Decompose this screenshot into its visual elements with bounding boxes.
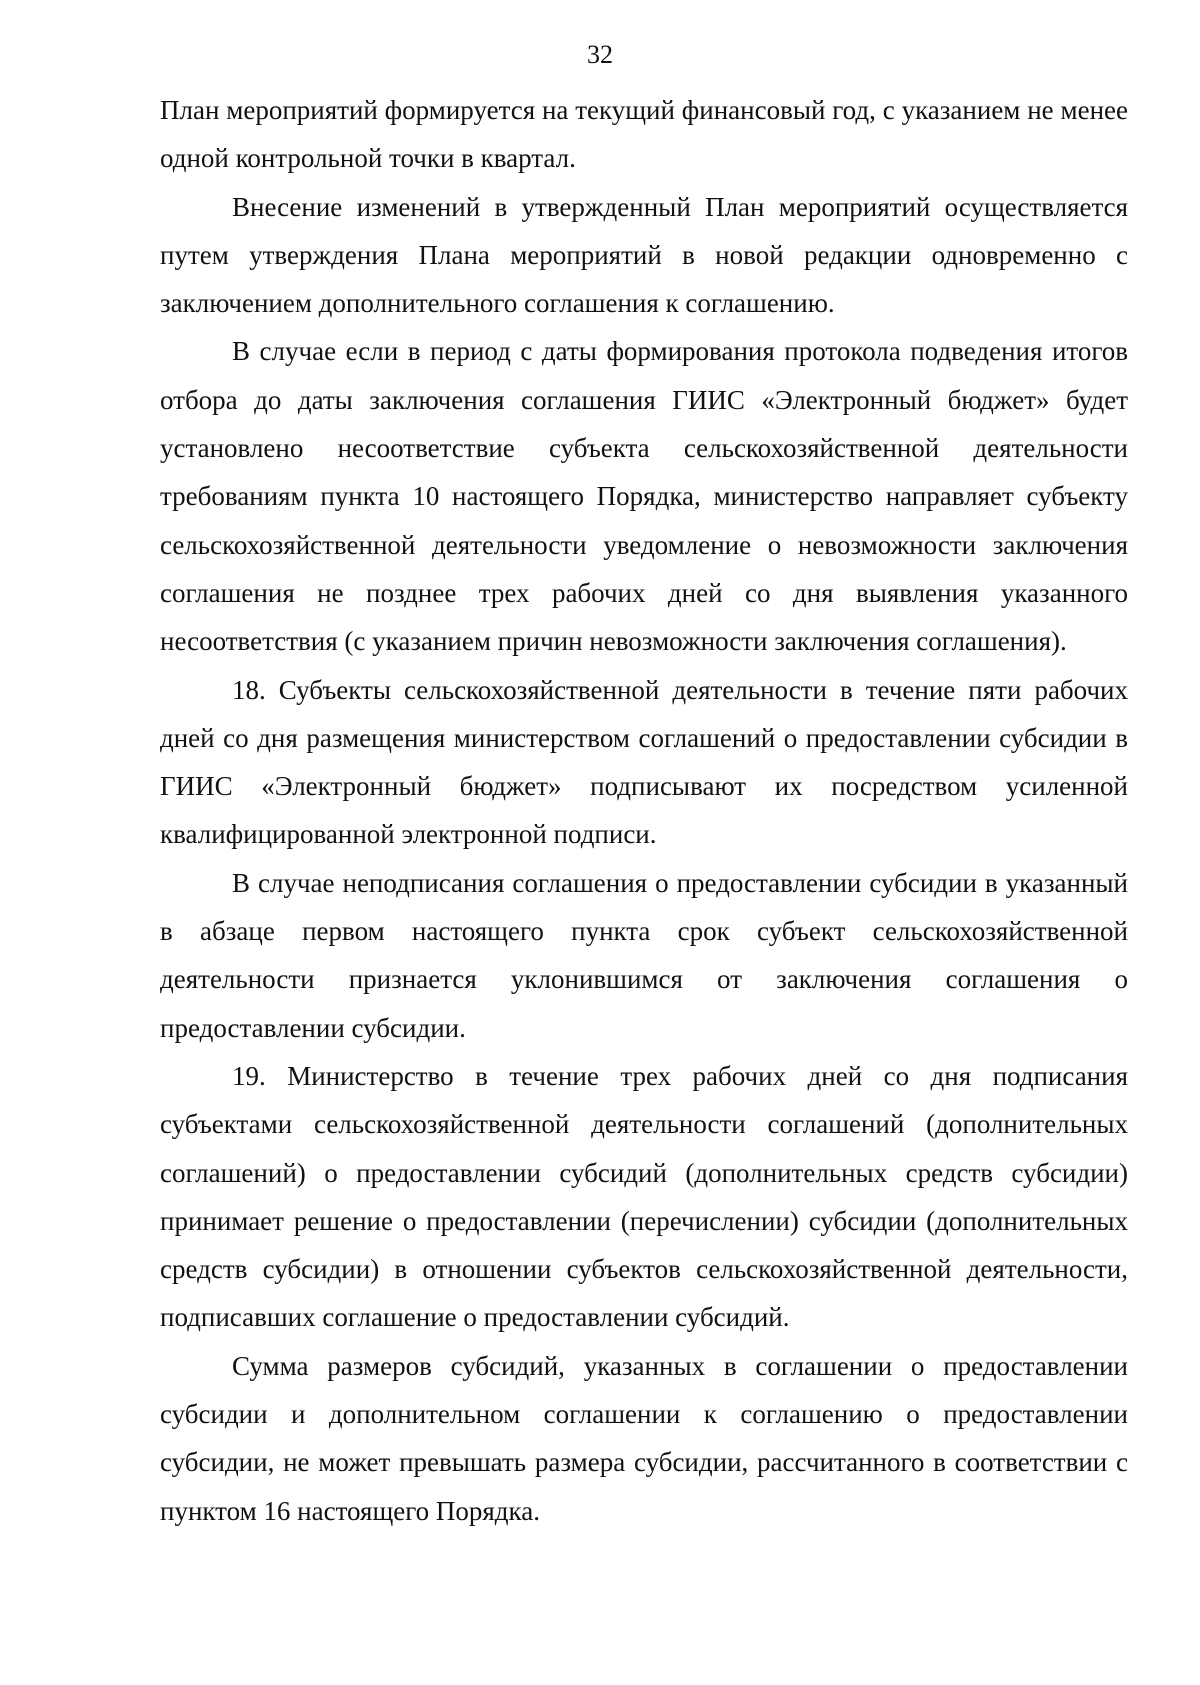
paragraph-non-signing: В случае неподписания соглашения о предоставлении субсидии в указанный в абзаце первом настоящего пункта срок субъект сельскохозяйственной деятельности признается уклонившимся от заключения соглашения о предоставлении субсидии.: [160, 867, 1128, 1043]
paragraph-plan-formation: План мероприятий формируется на текущий финансовый год, с указанием не менее одной контрольной точки в квартал.: [160, 95, 1128, 174]
paragraph-plan-changes: Внесение изменений в утвержденный План мероприятий осуществляется путем утверждения Плана мероприятий в новой редакции одновременно с заключением дополнительного соглашения к соглашению.: [160, 191, 1128, 319]
page-number: 32: [587, 40, 613, 69]
paragraph-item-19: 19. Министерство в течение трех рабочих дней со дня подписания субъектами сельскохозяйственной деятельности соглашений (дополнительных соглашений) о предоставлении субсидий (дополнительных средств субсидии) принимает решение о предоставлении (перечислении) субсидии (дополнительных средств субсидии) в отношении субъектов сельскохозяйственной деятельности, подписавших соглашение о предоставлении субсидий.: [160, 1060, 1128, 1333]
document-body: [160, 86, 1128, 1535]
paragraph-nonconformity: В случае если в период с даты формирования протокола подведения итогов отбора до даты заключения соглашения ГИИС «Электронный бюджет» будет установлено несоответствие субъекта сельскохозяйственной деятельности требованиям пункта 10 настоящего Порядка, министерство направляет субъекту сельскохозяйственной деятельности уведомление о невозможности заключения соглашения не позднее трех рабочих дней со дня выявления указанного несоответствия (с указанием причин невозможности заключения соглашения).: [160, 336, 1128, 657]
paragraph-subsidy-sum: Сумма размеров субсидий, указанных в соглашении о предоставлении субсидии и дополнительном соглашении к соглашению о предоставлении субсидии, не может превышать размера субсидии, рассчитанного в соответствии с пунктом 16 настоящего Порядка.: [160, 1350, 1128, 1526]
paragraph-item-18: 18. Субъекты сельскохозяйственной деятельности в течение пяти рабочих дней со дня размещения министерством соглашений о предоставлении субсидии в ГИИС «Электронный бюджет» подписывают их посредством усиленной квалифицированной электронной подписи.: [160, 674, 1128, 850]
